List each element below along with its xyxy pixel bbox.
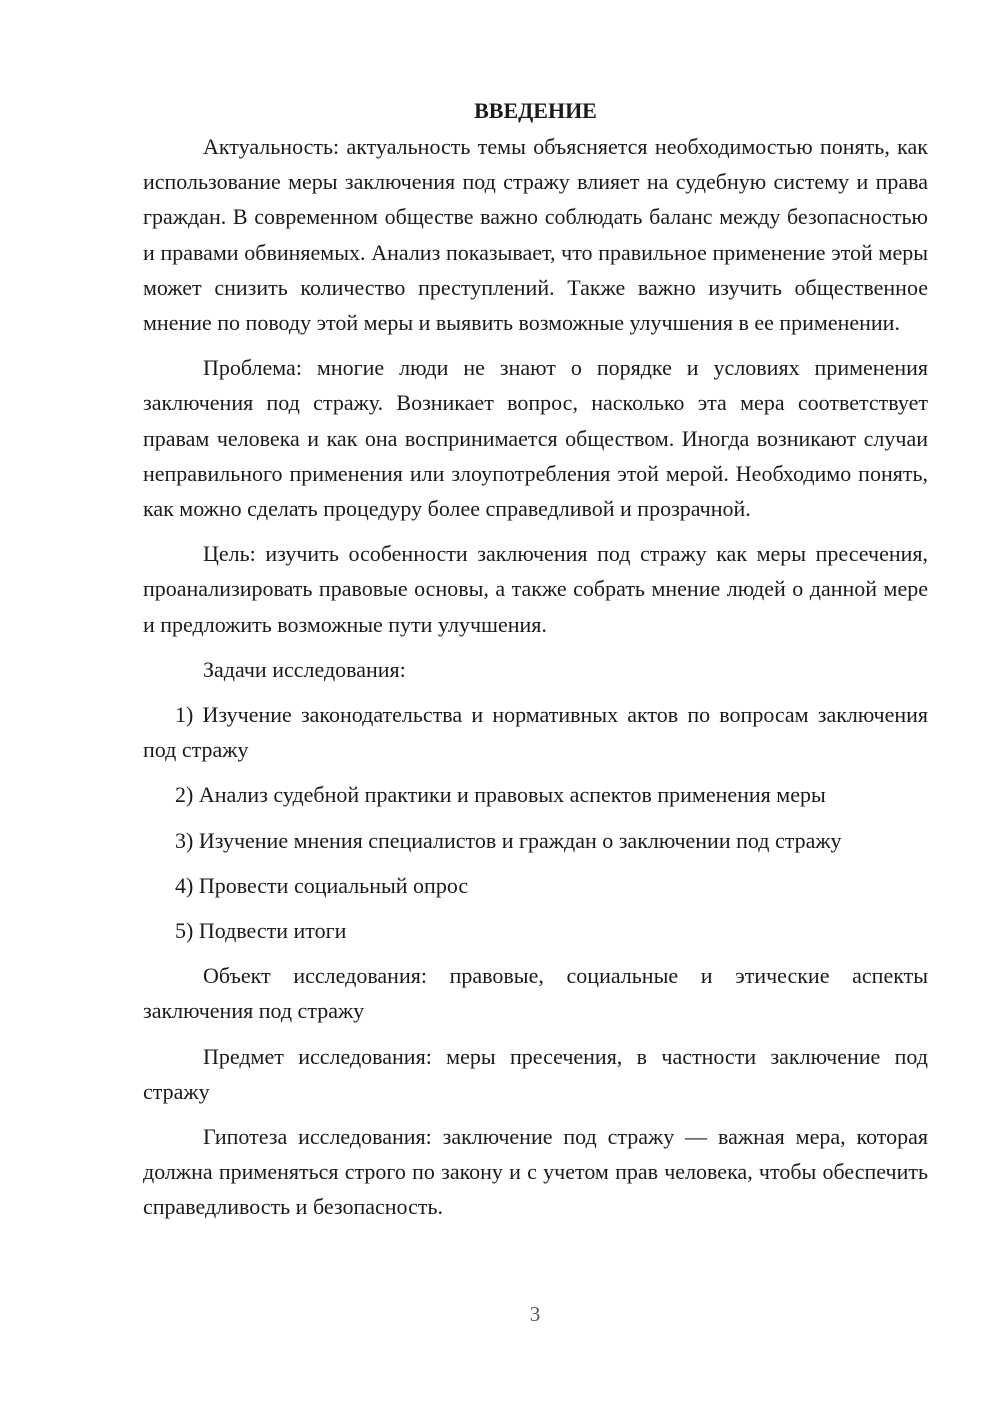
- list-item: 5) Подвести итоги: [175, 918, 347, 944]
- paragraph-goal: Цель: изучить особенности заключения под стражу как меры пресечения, проанализировать правовые основы, а также собрать мнение людей о данной мере и предложить возможные пути улучшения.: [143, 541, 928, 637]
- paragraph-problem: Проблема: многие люди не знают о порядке и условиях применения заключения под стражу. Возникает вопрос, насколько эта мера соответствует правам человека и как она воспринимается обществом. Иногда возникают случаи неправильного применения или злоупотребления этой мерой. Необходимо понять, как можно сделать процедуру более справедливой и прозрачной.: [143, 355, 928, 522]
- paragraph-relevance: Актуальность: актуальность темы объясняется необходимостью понять, как использование меры заключения под стражу влияет на судебную систему и права граждан. В современном обществе важно соблюдать баланс между безопасностью и правами обвиняемых. Анализ показывает, что правильное применение этой меры может снизить количество преступлений. Также важно изучить общественное мнение по поводу этой меры и выявить возможные улучшения в ее применении.: [143, 134, 928, 336]
- paragraph-object: Объект исследования: правовые, социальные и этические аспекты заключения под стражу: [143, 963, 928, 1024]
- page-number: 3: [529, 1302, 541, 1326]
- page-title: ВВЕДЕНИЕ: [474, 98, 597, 123]
- tasks-list: [143, 697, 928, 948]
- list-item: 4) Провести социальный опрос: [175, 872, 469, 898]
- tasks-heading: Задачи исследования:: [203, 656, 406, 682]
- list-item: 2) Анализ судебной практики и правовых аспектов применения меры: [175, 782, 826, 808]
- paragraph-subject: Предмет исследования: меры пресечения, в частности заключение под стражу: [143, 1043, 928, 1104]
- document-page: [143, 93, 928, 1235]
- paragraph-hypothesis: Гипотеза исследования: заключение под стражу — важная мера, которая должна применяться строго по закону и с учетом прав человека, чтобы обеспечить справедливость и безопасность.: [143, 1124, 928, 1220]
- list-item: 3) Изучение мнения специалистов и граждан о заключении под стражу: [175, 827, 842, 853]
- list-item: 1) Изучение законодательства и нормативных актов по вопросам заключения под стражу: [143, 702, 928, 763]
